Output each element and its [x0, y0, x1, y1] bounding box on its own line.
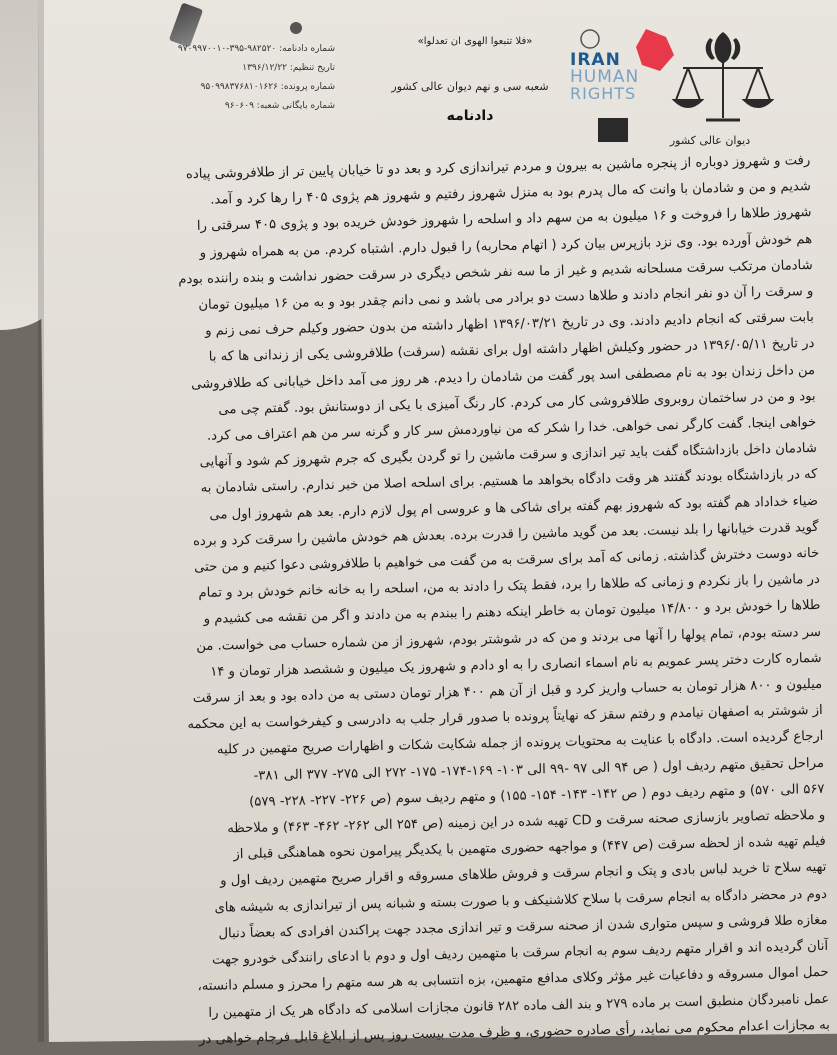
body-line: مغازه طلا فروشی و سپس متواری شدن از صحنه سرقت و تیر اندازی مجدد جهت پراکندن افرادی که بعضاً دنبال — [218, 912, 828, 942]
issue-date: تاریخ تنظیم: ۱۳۹۶/۱۲/۲۲ — [242, 63, 335, 73]
court-emblem-icon — [668, 28, 778, 128]
dadnameh-number: شماره دادنامه: ۹۸۲۵۲۰-۳۹۵-۹۷۰۹۹۷۰۰۱۰ — [177, 44, 335, 54]
body-line: هم خودش آورده بود. وی نزد بازپرس بیان کرد ( اتهام محاربه) را قبول دارم. اشتباه کردم. من به همراه شهروز و — [199, 231, 813, 261]
body-line: ضیاء خداداد هم گفته بود که شهروز بهم گفته برای شاکی ها و عروسی ام پول لازم دارم. بعد هم شهروز اول می — [209, 493, 819, 523]
body-line: حمل اموال مسروقه و دفاعیات غیر مؤثر وکلای مدافع متهمین، بزه انتسابی به هر سه متهم را محرز و مسلم دانسته، — [197, 965, 829, 995]
body-line: ارجاع گردیده است. دادگاه با عنایت به محتویات پرونده از جمله شکایت شکات و اظهارات صریح متهمین در کلیه — [216, 729, 824, 759]
court-name: دیوان عالی کشور — [669, 134, 751, 147]
body-line: خواهی اینجا. گفت کارگر نمی خواهی. خدا را شکر که من نیاوردمش سر کار و گرنه سر من هم اعتراف می کرد. — [206, 414, 817, 444]
logo-line-human: HUMAN — [570, 67, 640, 87]
body-line: تهیه سلاح تا خرید لباس بادی و پتک و انجام سرقت و فروش طلاهای مسروقه و اقرار صریح متهمین ردیف اول و — [220, 860, 827, 890]
body-line: که در بازداشتگاه بودند گفتند هر وقت دادگاه بخواهد ما هستیم. برای اسلحه اصلا من خبر ندارم. راستی شادمان به — [200, 467, 818, 497]
body-line: در ماشین را باز نکردم و زمانی که طلاها را برد، فقط پتک را دادند به من، اسلحه را به خانه خانم خودش برد و تمام — [198, 572, 820, 602]
document-header — [0, 0, 837, 160]
header-verse: «فلا تتبعوا الهوی ان تعدلوا» — [417, 36, 533, 47]
court-branch: شعبه سی و نهم دیوان عالی کشور — [391, 80, 549, 93]
body-line: شماره کارت دختر پسر عمویم به نام اسماء انصاری را به او دادم و شهروز یک میلیون و ششصد هزار تومان و ۱۴ — [210, 650, 822, 680]
body-line: در تاریخ ۱۳۹۶/۰۵/۱۱ در حضور وکیلش اظهار داشته اول برای نقشه (سرقت) طلافروشی یکی از زندانی ها که با — [208, 336, 815, 366]
ihr-logo-text — [570, 52, 680, 102]
barcode-stamp — [598, 118, 628, 142]
case-number: شماره پرونده: ۹۵۰۹۹۸۳۷۶۸۱۰۱۶۲۶ — [200, 82, 335, 92]
body-line: شادمان مرتکب سرقت مسلحانه شدیم و غیر از ما سه نفر شخص دیگری در سرقت حضور نداشت و بنده راننده بودم — [178, 257, 813, 288]
document-info-block — [165, 40, 335, 116]
body-line: عمل نامبردگان منطبق است بر ماده ۲۷۹ و بند الف ماده ۲۸۲ قانون مجازات اسلامی که دادگاه هر یک از متهمین را — [208, 991, 830, 1021]
body-line: شدیم و من و شادمان با وانت که مال پدرم بود به منزل شهروز رفتیم و شهروز هم پژوی ۴۰۵ را رها کرد و آمد. — [210, 179, 812, 208]
body-line: میلیون و ۸۰۰ هزار تومان به حساب واریز کرد و قبل از آن هم ۴۰۰ هزار تومان دستی به من داده بود و بعد از سرقت — [192, 676, 823, 707]
document-title: دادنامه — [446, 108, 494, 124]
body-line: ۵۶۷ الی ۵۷۰) و متهم ردیف دوم ( ص ۱۴۲- ۱۴۳- ۱۵۴- ۱۵۵) و متهم ردیف سوم (ص ۲۲۶- ۲۲۷- ۲۲۸- ۵۷۹) — [249, 781, 825, 810]
body-line: از شوشتر به اصفهان نیامدم و رفتم سقز که نهایتاً پرونده با صدور قرار جلب به دادرسی و کیفرخواست به این محکمه — [187, 703, 823, 733]
seal-dot-icon — [290, 22, 302, 34]
body-line: دوم در محضر دادگاه به انجام سرقت با سلاح کلاشنیکف و با صورت بسته و شبانه پس از تیراندازی به شیشه های — [214, 886, 828, 916]
body-line: فیلم تهیه شده از لحظه سرقت (ص ۴۴۷) و مواجهه حضوری متهمین با یکدیگر پیرامون نحوه هماهنگی قبلی از — [233, 834, 826, 863]
body-line: بود و من در ساختمان روبروی طلافروشی کار می کردم. کار رنگ آمیزی با یکی از دوستانش بود. گفتم چی می — [218, 388, 816, 418]
body-line: خانه دوست دخترش گذاشته. زمانی که آمد برای سرقت به من گفت می خواهیم با طلافروشی دعوا کنیم و من حتی — [194, 545, 820, 576]
body-line: سر دسته بودم، تمام پولها را آنها می بردند و من که در شوشتر بودم، شهروز از من شماره حساب می خواست. من — [196, 624, 822, 654]
body-line: مراحل تحقیق متهم ردیف اول ( ص ۹۴ الی ۹۷ -۹۹ الی ۱۰۳- ۱۶۹-۱۷۴- ۱۷۵- ۲۷۲ الی ۲۷۵- ۳۷۷ الی ۳۸۱- — [253, 755, 825, 784]
body-line: و ملاحظه تصاویر بازسازی صحنه سرقت و CD تهیه شده در این زمینه (ص ۲۵۴ الی ۲۶۲- ۴۶۲- ۴۶۳) و ملاحظه — [227, 807, 826, 837]
logo-line-iran: IRAN — [570, 50, 621, 70]
archive-number: شماره بایگانی شعبه: ۹۶۰۶۰۹ — [224, 101, 335, 111]
body-line: من داخل زندان بود به نام مصطفی اسد پور گفت من شادمان را دیدم. هر روز می آمد داخل خیابانی که طلافروشی — [190, 362, 816, 392]
body-line: شهروز طلاها را فروخت و ۱۶ میلیون به من سهم داد و اسلحه را شهروز خودش خریده بود و پژوی ۴۰۵ سرقتی را — [196, 205, 812, 235]
body-line: آنان گردیده اند و اقرار متهم ردیف سوم به انجام سرقت با متهمین ردیف اول و دوم با ادعای رانندگی خودرو جهت — [211, 938, 829, 968]
logo-line-rights: RIGHTS — [570, 84, 637, 103]
body-line: رفت و شهروز دوباره از پنجره ماشین به بیرون و مردم تیراندازی کرد و بعد دو تا خیابان پایین تر از طلافروشی پیاده — [185, 152, 811, 183]
body-line: شادمان داخل بازداشتگاه گفت باید تیر اندازی و سرقت ماشین را تو گردن بگیری که جرم شهروز کم شود و آنهایی — [199, 441, 817, 471]
body-line: و سرقت را آن دو نفر انجام دادند و طلاها دست دو برادر می باشد و نمی دانم چقدر بود و به من ۱۶ میلیون تومان — [198, 283, 814, 313]
body-line: طلاها را خودش برد و ۱۴/۸۰۰ میلیون تومان به خاطر اینکه دهنم را ببندم به من دادند و اگر من نقشه می کشیدم و — [203, 598, 821, 628]
verdict-body — [90, 148, 830, 1055]
body-line: بابت سرقتی که انجام دادیم دادند. وی در تاریخ ۱۳۹۶/۰۳/۲۱ اظهار داشته من بدون حضور وکیلم حرف نمی زنم و — [204, 310, 815, 339]
body-line: به مجازات اعدام محکوم می نماید، رأی صادره حضوری، و ظرف مدت بیست روز پس از ابلاغ قابل فرجام خواهی در — [198, 1017, 831, 1047]
body-line: گوید قدرت خیابانها را بلد نیست. بعد من گوید ماشین را قدرت برده. بعدش هم خودش ماشین را سرقت کرد و برده — [192, 519, 819, 549]
